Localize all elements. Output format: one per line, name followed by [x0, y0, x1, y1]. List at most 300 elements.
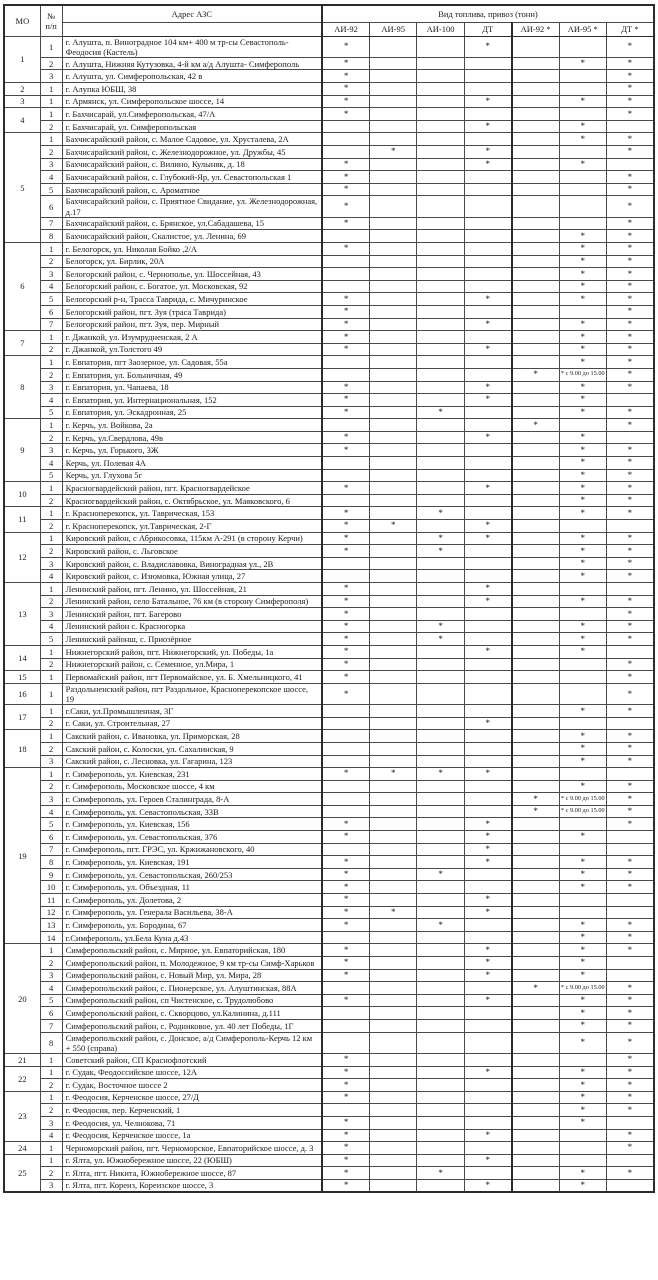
fuel-available-mark: *: [417, 868, 464, 881]
table-row: [4, 856, 654, 869]
fuel-available-mark: *: [322, 343, 369, 356]
station-address: Симферопольский район, с. Новый Мир, ул. Мира, 28: [62, 969, 322, 982]
table-row: [4, 645, 654, 658]
fuel-empty-cell: [559, 583, 606, 596]
fuel-empty-cell: [559, 1129, 606, 1142]
fuel-empty-cell: [417, 1116, 464, 1129]
fuel-empty-cell: [417, 931, 464, 944]
fuel-empty-cell: [606, 831, 653, 844]
fuel-empty-cell: [417, 705, 464, 718]
fuel-available-mark: *: [559, 742, 606, 755]
fuel-available-mark: *: [370, 906, 417, 919]
table-row: [4, 57, 654, 70]
fuel-empty-cell: [322, 280, 369, 293]
table-row: [4, 356, 654, 369]
fuel-empty-cell: [417, 431, 464, 444]
row-number: 5: [40, 633, 62, 646]
fuel-available-mark: *: [322, 171, 369, 184]
table-row: [4, 1104, 654, 1117]
fuel-empty-cell: [370, 406, 417, 419]
table-row: [4, 1154, 654, 1167]
fuel-empty-cell: [464, 1019, 511, 1032]
station-address: г. Симферополь, ул. Генерала Васильева, 38-А: [62, 906, 322, 919]
fuel-empty-cell: [512, 108, 559, 121]
fuel-available-mark: *: [322, 406, 369, 419]
fuel-available-mark: *: [322, 868, 369, 881]
fuel-empty-cell: [417, 95, 464, 108]
row-number: 10: [40, 881, 62, 894]
station-address: Симферопольский район, с. Мирное, ул. Евпаторийская, 180: [62, 944, 322, 957]
station-address: г. Симферополь, ул. Киевская, 191: [62, 856, 322, 869]
fuel-available-mark: *: [559, 1167, 606, 1180]
fuel-empty-cell: [417, 482, 464, 495]
fuel-empty-cell: [417, 318, 464, 331]
fuel-empty-cell: [559, 843, 606, 856]
station-address: Первомайский район, пгт Первомайское, ул. Б. Хмельницкого, 41: [62, 671, 322, 684]
fuel-available-mark: *: [559, 969, 606, 982]
fuel-empty-cell: [370, 831, 417, 844]
table-row: [4, 520, 654, 533]
fuel-available-mark: *: [606, 482, 653, 495]
header-fuel-ai95-star: АИ-95 *: [559, 22, 606, 36]
fuel-empty-cell: [559, 146, 606, 159]
fuel-available-mark: *: [322, 969, 369, 982]
table-row: [4, 730, 654, 743]
fuel-available-mark: *: [606, 1007, 653, 1020]
fuel-empty-cell: [322, 570, 369, 583]
fuel-empty-cell: [417, 969, 464, 982]
fuel-empty-cell: [322, 931, 369, 944]
fuel-empty-cell: [464, 469, 511, 482]
row-number: 1: [40, 482, 62, 495]
row-number: 1: [40, 242, 62, 255]
table-row: [4, 658, 654, 671]
fuel-empty-cell: [370, 570, 417, 583]
fuel-available-mark: *: [559, 645, 606, 658]
fuel-available-mark: *: [464, 856, 511, 869]
fuel-available-mark: *: [512, 805, 559, 818]
table-row: [4, 982, 654, 995]
fuel-available-mark: *: [606, 305, 653, 318]
fuel-empty-cell: [370, 868, 417, 881]
fuel-empty-cell: [417, 831, 464, 844]
fuel-empty-cell: [322, 368, 369, 381]
fuel-empty-cell: [322, 494, 369, 507]
table-row: [4, 633, 654, 646]
fuel-empty-cell: [370, 1079, 417, 1092]
fuel-available-mark: *: [417, 620, 464, 633]
fuel-available-mark: *: [606, 919, 653, 932]
fuel-empty-cell: [464, 331, 511, 344]
row-number: 1: [40, 36, 62, 57]
fuel-available-mark: *: [322, 318, 369, 331]
fuel-empty-cell: [512, 507, 559, 520]
fuel-available-mark: *: [606, 406, 653, 419]
fuel-empty-cell: [417, 381, 464, 394]
table-row: [4, 95, 654, 108]
table-row: [4, 843, 654, 856]
row-number: 2: [40, 595, 62, 608]
fuel-empty-cell: [606, 431, 653, 444]
fuel-empty-cell: [559, 894, 606, 907]
fuel-available-mark: *: [559, 158, 606, 171]
row-number: 1: [40, 507, 62, 520]
fuel-empty-cell: [464, 557, 511, 570]
fuel-available-mark: *: [322, 1167, 369, 1180]
fuel-empty-cell: [322, 705, 369, 718]
row-number: 1: [40, 1066, 62, 1079]
fuel-available-mark: *: [322, 293, 369, 306]
fuel-available-mark: *: [464, 394, 511, 407]
fuel-empty-cell: [417, 570, 464, 583]
fuel-empty-cell: [417, 70, 464, 83]
fuel-available-mark: *: [559, 633, 606, 646]
fuel-empty-cell: [512, 780, 559, 793]
table-row: [4, 280, 654, 293]
fuel-empty-cell: [417, 957, 464, 970]
fuel-available-mark: *: [559, 318, 606, 331]
table-row: [4, 818, 654, 831]
row-number: 1: [40, 133, 62, 146]
fuel-available-mark: *: [559, 444, 606, 457]
fuel-empty-cell: [370, 305, 417, 318]
fuel-available-mark: *: [512, 982, 559, 995]
fuel-available-mark: *: [559, 780, 606, 793]
mo-number: 24: [4, 1142, 40, 1155]
fuel-empty-cell: [370, 36, 417, 57]
fuel-empty-cell: [370, 881, 417, 894]
fuel-available-mark: *: [322, 95, 369, 108]
table-row: [4, 1053, 654, 1066]
mo-number: 21: [4, 1053, 40, 1066]
fuel-available-mark: *: [606, 457, 653, 470]
mo-number: 11: [4, 507, 40, 532]
fuel-available-mark: *: [606, 57, 653, 70]
station-address: г. Джанкой, ул. Изумрудненская, 2 А: [62, 331, 322, 344]
table-row: [4, 532, 654, 545]
fuel-empty-cell: [464, 793, 511, 806]
fuel-empty-cell: [512, 645, 559, 658]
fuel-empty-cell: [512, 1066, 559, 1079]
table-row: [4, 1129, 654, 1142]
station-address: Белогорский район, пгт. Зуя, пер. Мирный: [62, 318, 322, 331]
row-number: 1: [40, 108, 62, 121]
row-number: 1: [40, 419, 62, 432]
fuel-available-mark: *: [606, 856, 653, 869]
fuel-empty-cell: [559, 520, 606, 533]
fuel-empty-cell: [559, 768, 606, 781]
row-number: 3: [40, 268, 62, 281]
fuel-available-mark: *: [559, 406, 606, 419]
fuel-available-mark: *: [322, 645, 369, 658]
fuel-empty-cell: [417, 583, 464, 596]
fuel-empty-cell: [512, 532, 559, 545]
fuel-available-mark: *: [322, 217, 369, 230]
fuel-available-mark: *: [464, 717, 511, 730]
row-number: 3: [40, 755, 62, 768]
fuel-empty-cell: [370, 994, 417, 1007]
fuel-empty-cell: [464, 406, 511, 419]
fuel-available-mark: *: [606, 356, 653, 369]
fuel-available-mark: *: [606, 671, 653, 684]
fuel-empty-cell: [417, 1007, 464, 1020]
mo-number: 25: [4, 1154, 40, 1192]
fuel-empty-cell: [370, 293, 417, 306]
fuel-empty-cell: [606, 768, 653, 781]
fuel-available-mark: *: [606, 368, 653, 381]
table-row: [4, 742, 654, 755]
table-row: [4, 780, 654, 793]
fuel-available-mark: *: [606, 171, 653, 184]
fuel-empty-cell: [559, 36, 606, 57]
fuel-empty-cell: [370, 457, 417, 470]
station-address: Красногвардейский район, пгт. Красногвардейское: [62, 482, 322, 495]
table-row: [4, 507, 654, 520]
fuel-empty-cell: [464, 658, 511, 671]
table-row: [4, 919, 654, 932]
fuel-empty-cell: [322, 255, 369, 268]
fuel-available-mark: *: [559, 133, 606, 146]
fuel-empty-cell: [606, 1154, 653, 1167]
header-fuel-dt-star: ДТ *: [606, 22, 653, 36]
fuel-empty-cell: [322, 843, 369, 856]
fuel-empty-cell: [464, 868, 511, 881]
fuel-empty-cell: [464, 1053, 511, 1066]
fuel-available-mark: *: [559, 494, 606, 507]
header-fuel-ai95: АИ-95: [370, 22, 417, 36]
fuel-empty-cell: [370, 343, 417, 356]
fuel-empty-cell: [512, 881, 559, 894]
table-row: [4, 368, 654, 381]
row-number: 3: [40, 557, 62, 570]
station-address: г. Феодосия, Керченское шоссе, 1а: [62, 1129, 322, 1142]
fuel-empty-cell: [512, 230, 559, 243]
fuel-empty-cell: [417, 881, 464, 894]
fuel-empty-cell: [512, 868, 559, 881]
fuel-empty-cell: [464, 1116, 511, 1129]
table-row: [4, 671, 654, 684]
table-row: [4, 457, 654, 470]
row-number: 1: [40, 768, 62, 781]
table-row: [4, 343, 654, 356]
station-address: г. Бахчисарай, ул.Симферопольская, 47/А: [62, 108, 322, 121]
fuel-empty-cell: [512, 280, 559, 293]
mo-number: 22: [4, 1066, 40, 1091]
fuel-empty-cell: [559, 70, 606, 83]
fuel-empty-cell: [512, 1019, 559, 1032]
fuel-available-mark: *: [559, 482, 606, 495]
table-row: [4, 242, 654, 255]
station-address: Сакский район, с. Лесновка, ул. Гагарина, 123: [62, 755, 322, 768]
fuel-empty-cell: [417, 268, 464, 281]
fuel-empty-cell: [512, 1154, 559, 1167]
fuel-available-mark: *: [559, 268, 606, 281]
fuel-available-mark: *: [606, 293, 653, 306]
fuel-available-mark: *: [322, 381, 369, 394]
fuel-empty-cell: [512, 1116, 559, 1129]
fuel-empty-cell: [370, 368, 417, 381]
fuel-empty-cell: [606, 894, 653, 907]
fuel-available-mark: *: [322, 108, 369, 121]
station-address: Ленинский район, пгт. Багерово: [62, 608, 322, 621]
fuel-available-mark: *: [606, 318, 653, 331]
row-number: 5: [40, 994, 62, 1007]
fuel-empty-cell: [370, 944, 417, 957]
row-number: 7: [40, 318, 62, 331]
table-row: [4, 444, 654, 457]
table-row: [4, 419, 654, 432]
row-number: 5: [40, 293, 62, 306]
fuel-empty-cell: [417, 57, 464, 70]
row-number: 3: [40, 793, 62, 806]
table-row: [4, 755, 654, 768]
fuel-empty-cell: [322, 717, 369, 730]
station-address: г. Керчь, ул.Свердлова, 49в: [62, 431, 322, 444]
fuel-empty-cell: [512, 583, 559, 596]
fuel-available-mark: *: [464, 431, 511, 444]
fuel-empty-cell: [370, 482, 417, 495]
table-row: [4, 293, 654, 306]
fuel-empty-cell: [370, 717, 417, 730]
station-address: Белогорский район, с. Чернополье, ул. Шоссейная, 43: [62, 268, 322, 281]
mo-number: 2: [4, 83, 40, 96]
row-number: 1: [40, 1142, 62, 1155]
fuel-available-mark: *: [559, 831, 606, 844]
fuel-available-mark: *: [606, 944, 653, 957]
row-number: 2: [40, 658, 62, 671]
fuel-empty-cell: [464, 982, 511, 995]
station-address: Симферопольский район, с. Скворцово, ул.Калинина, д.111: [62, 1007, 322, 1020]
fuel-available-mark: *: [559, 994, 606, 1007]
table-row: [4, 805, 654, 818]
table-row: [4, 717, 654, 730]
table-row: [4, 158, 654, 171]
fuel-available-mark: *: [464, 957, 511, 970]
table-row: [4, 957, 654, 970]
fuel-available-mark: *: [464, 520, 511, 533]
fuel-available-mark: *: [322, 482, 369, 495]
row-number: 1: [40, 356, 62, 369]
fuel-available-mark: *: [322, 683, 369, 704]
fuel-empty-cell: [512, 768, 559, 781]
row-number: 4: [40, 1129, 62, 1142]
fuel-empty-cell: [464, 305, 511, 318]
fuel-empty-cell: [322, 419, 369, 432]
fuel-available-mark: *: [559, 1032, 606, 1053]
fuel-available-mark: *: [559, 57, 606, 70]
fuel-empty-cell: [417, 645, 464, 658]
fuel-available-mark: *: [606, 146, 653, 159]
fuel-empty-cell: [370, 957, 417, 970]
fuel-empty-cell: [370, 583, 417, 596]
fuel-available-mark: *: [606, 931, 653, 944]
fuel-empty-cell: [417, 608, 464, 621]
fuel-empty-cell: [464, 268, 511, 281]
fuel-empty-cell: [370, 120, 417, 133]
fuel-empty-cell: [464, 730, 511, 743]
fuel-available-mark: *: [559, 381, 606, 394]
row-number: 3: [40, 1116, 62, 1129]
fuel-empty-cell: [417, 982, 464, 995]
fuel-available-mark: *: [606, 255, 653, 268]
row-number: 4: [40, 805, 62, 818]
fuel-available-mark: *: [464, 831, 511, 844]
fuel-empty-cell: [512, 856, 559, 869]
fuel-empty-cell: [370, 805, 417, 818]
station-address: Симферопольский район, п. Молодежное, 9 км тр-сы Симф-Харьков: [62, 957, 322, 970]
fuel-empty-cell: [370, 1116, 417, 1129]
fuel-available-mark: *: [464, 95, 511, 108]
fuel-available-mark: *: [322, 305, 369, 318]
table-row: [4, 1091, 654, 1104]
header-fuel-dt: ДТ: [464, 22, 511, 36]
fuel-empty-cell: [370, 705, 417, 718]
fuel-empty-cell: [512, 83, 559, 96]
fuel-available-mark: *: [559, 570, 606, 583]
table-row: [4, 171, 654, 184]
fuel-empty-cell: [417, 494, 464, 507]
station-address: Керчь, ул. Глухова 5г: [62, 469, 322, 482]
mo-number: 15: [4, 671, 40, 684]
fuel-empty-cell: [370, 431, 417, 444]
fuel-empty-cell: [512, 217, 559, 230]
table-header: [4, 5, 654, 36]
row-number: 3: [40, 1179, 62, 1192]
fuel-empty-cell: [322, 457, 369, 470]
fuel-available-mark: *: [606, 1053, 653, 1066]
fuel-empty-cell: [512, 381, 559, 394]
fuel-empty-cell: [322, 469, 369, 482]
row-number: 8: [40, 1032, 62, 1053]
row-number: 2: [40, 1104, 62, 1117]
fuel-empty-cell: [417, 255, 464, 268]
fuel-available-mark: *: [417, 768, 464, 781]
fuel-available-mark: *: [464, 944, 511, 957]
fuel-available-mark: *: [606, 1066, 653, 1079]
fuel-empty-cell: [417, 36, 464, 57]
fuel-empty-cell: [370, 70, 417, 83]
station-address: г. Евпатория, пгт Заозерное, ул. Садовая, 55а: [62, 356, 322, 369]
fuel-empty-cell: [512, 994, 559, 1007]
fuel-empty-cell: [606, 120, 653, 133]
fuel-empty-cell: [512, 1142, 559, 1155]
fuel-time-note: * с 9.00 до 15.00: [559, 368, 606, 381]
fuel-empty-cell: [417, 520, 464, 533]
fuel-available-mark: *: [322, 83, 369, 96]
fuel-empty-cell: [464, 1167, 511, 1180]
fuel-available-mark: *: [559, 856, 606, 869]
fuel-available-mark: *: [559, 1091, 606, 1104]
fuel-empty-cell: [606, 394, 653, 407]
fuel-available-mark: *: [322, 583, 369, 596]
fuel-available-mark: *: [606, 70, 653, 83]
fuel-empty-cell: [464, 1091, 511, 1104]
fuel-available-mark: *: [606, 419, 653, 432]
fuel-empty-cell: [370, 83, 417, 96]
table-row: [4, 1116, 654, 1129]
station-address: г. Красноперекопск, ул. Таврическая, 153: [62, 507, 322, 520]
fuel-empty-cell: [370, 620, 417, 633]
row-number: 2: [40, 120, 62, 133]
fuel-empty-cell: [417, 780, 464, 793]
station-address: г. Феодосия, пер. Керченский, 1: [62, 1104, 322, 1117]
fuel-empty-cell: [370, 255, 417, 268]
fuel-empty-cell: [370, 1091, 417, 1104]
fuel-time-note: * с 9.00 до 15.00: [559, 982, 606, 995]
station-address: г. Алушта, п. Виноградное 104 км+ 400 м тр-сы Севастополь-Феодосия (Кастель): [62, 36, 322, 57]
row-number: 12: [40, 906, 62, 919]
fuel-empty-cell: [417, 658, 464, 671]
